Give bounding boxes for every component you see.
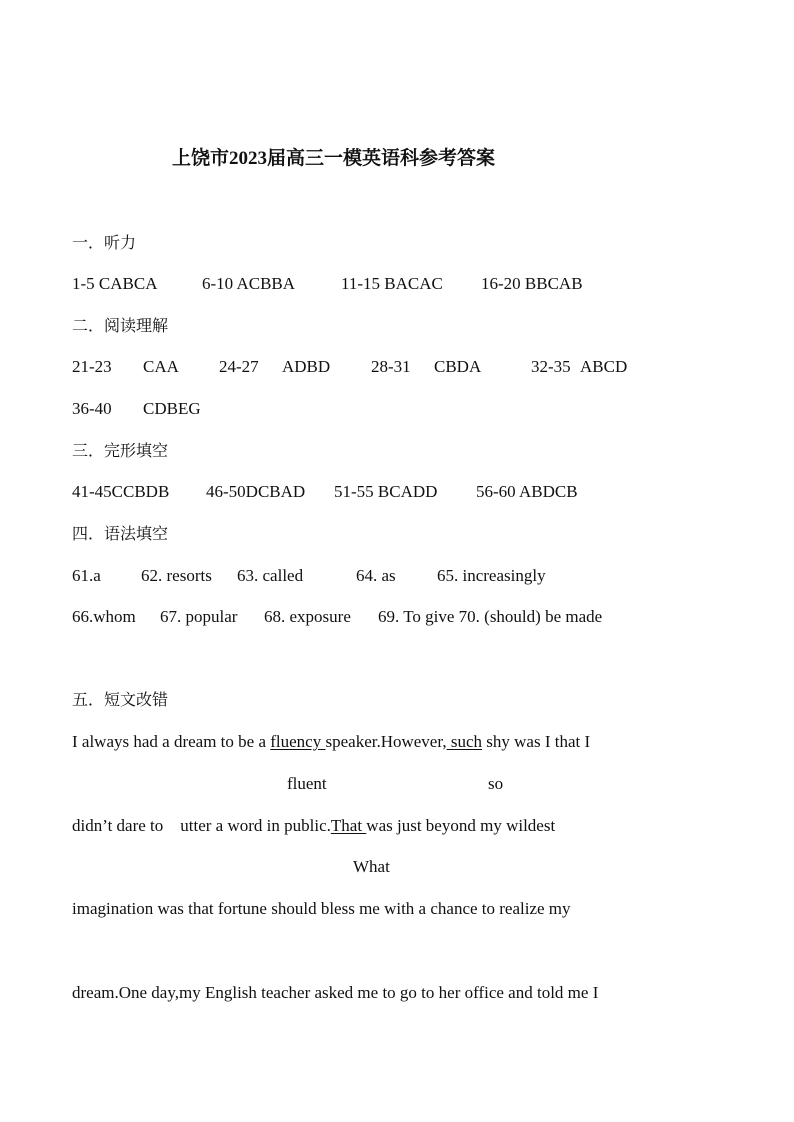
passage-text: shy was I that I	[482, 732, 591, 751]
section-heading-listening: 一．听力	[72, 233, 137, 252]
answer-item: 63. called	[237, 566, 304, 585]
error-word: That	[330, 816, 367, 835]
answer-range: 24-27	[219, 357, 259, 376]
answer-item: 62. resorts	[141, 566, 212, 585]
correction-word: so	[488, 774, 504, 793]
error-word: fluency	[270, 732, 326, 751]
section-heading-reading: 二．阅读理解	[72, 316, 169, 335]
correction-word: What	[353, 857, 390, 876]
passage-line	[72, 816, 555, 836]
answer-group: 6-10 ACBBA	[202, 274, 296, 293]
passage-text: speaker.However,	[325, 732, 447, 751]
answer-range: 32-35	[531, 357, 571, 376]
correction-word: fluent	[287, 774, 327, 793]
answer-value: ABCD	[580, 357, 628, 376]
answer-value: CAA	[143, 357, 179, 376]
section-heading-cloze: 三．完形填空	[72, 441, 169, 460]
answer-group: 16-20 BBCAB	[481, 274, 583, 293]
answer-group: 51-55 BCADD	[334, 482, 438, 501]
answer-value: ADBD	[282, 357, 331, 376]
answer-group: 1-5 CABCA	[72, 274, 158, 293]
answer-range: 36-40	[72, 399, 112, 418]
answer-group: 46-50DCBAD	[206, 482, 306, 501]
answer-item: 68. exposure	[264, 607, 351, 626]
passage-line: imagination was that fortune should bless me with a chance to realize my	[72, 899, 571, 918]
answer-group: 41-45CCBDB	[72, 482, 170, 501]
answer-group: 11-15 BACAC	[341, 274, 443, 293]
answer-range: 21-23	[72, 357, 112, 376]
answer-value: CDBEG	[143, 399, 201, 418]
answer-group: 56-60 ABDCB	[476, 482, 578, 501]
answer-range: 28-31	[371, 357, 411, 376]
passage-line: dream.One day,my English teacher asked me to go to her office and told me I	[72, 983, 599, 1002]
page-title: 上饶市2023届高三一模英语科参考答案	[172, 148, 496, 169]
passage-text: I always had a dream to be a	[72, 732, 271, 751]
passage-text: didn’t dare to utter a word in public.	[72, 816, 331, 835]
answer-value: CBDA	[434, 357, 482, 376]
section-heading-correction: 五．短文改错	[72, 690, 169, 709]
passage-text: was just beyond my wildest	[366, 816, 556, 835]
answer-item: 67. popular	[160, 607, 238, 626]
answer-item: 66.whom	[72, 607, 136, 626]
passage-line	[72, 732, 590, 752]
error-word: such	[446, 732, 483, 751]
answer-item: 64. as	[356, 566, 396, 585]
section-heading-grammar: 四．语法填空	[72, 524, 169, 543]
answer-item: 61.a	[72, 566, 101, 585]
answer-item: 65. increasingly	[437, 566, 546, 585]
answer-item: 69. To give 70. (should) be made	[378, 607, 603, 626]
